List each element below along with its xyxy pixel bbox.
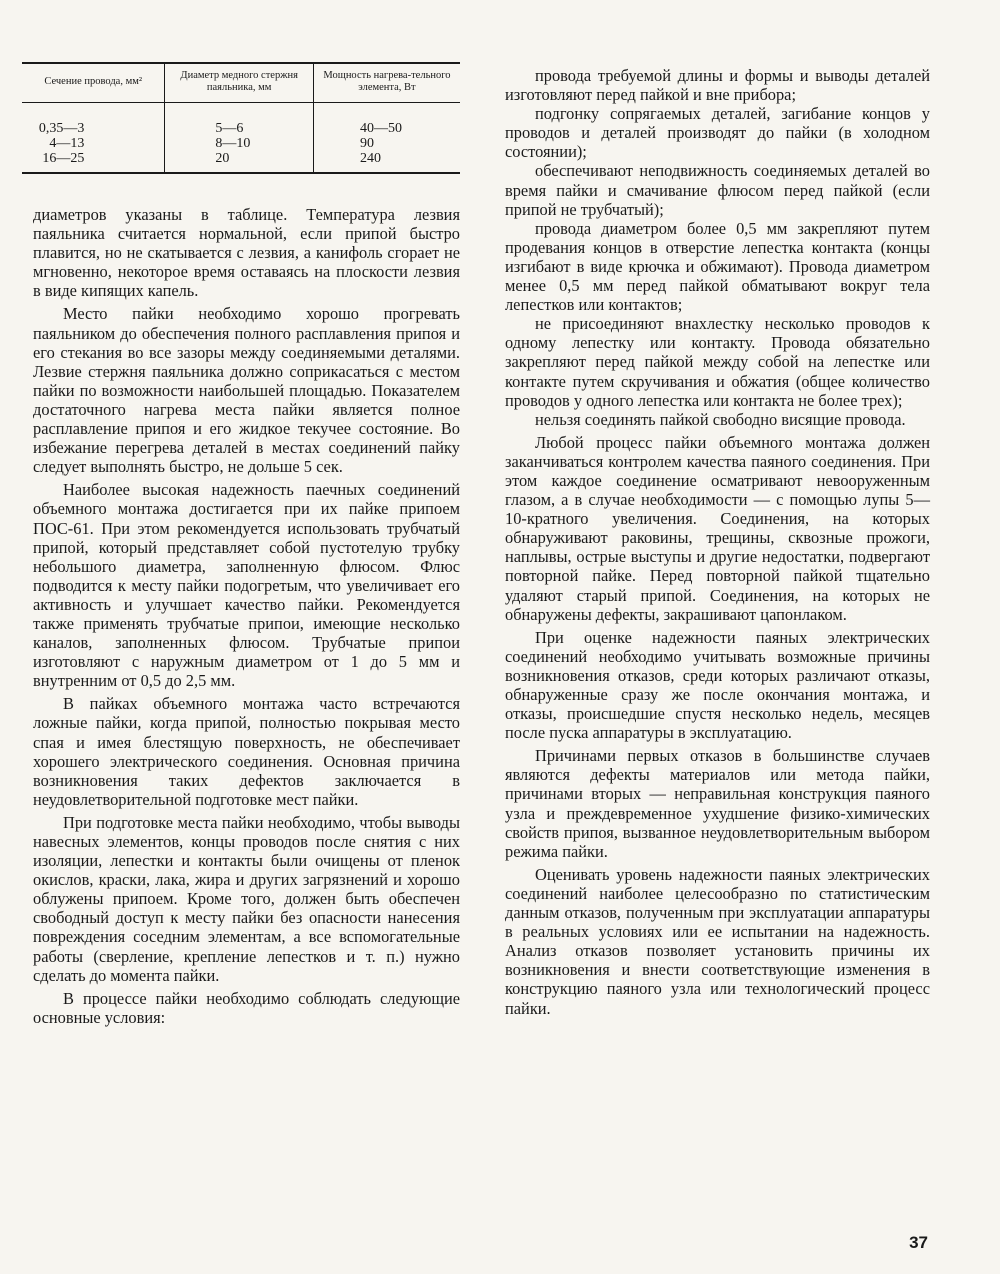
paragraph: Любой процесс пайки объемного монтажа должен заканчиваться контролем качества паяного соединения. При этом каждое соединение осматривают невооруженным глазом, а в случае необходимости — с помощью лупы 5—10-кратного увеличения. Соединения, на которых обнаруживают раковины, трещины, сквозные прожоги, наплывы, острые выступы и другие недостатки, подвергают повторной пайке. Перед повторной пайкой тщательно удаляют старый припой. Соединения, на которых не обнаружены дефекты, закрашивают цапонлаком. — [505, 432, 930, 624]
table-header-row — [22, 63, 460, 103]
table-cell: 240 — [313, 151, 460, 173]
table-cell: 4—13 — [49, 136, 85, 151]
soldering-iron-table — [22, 62, 460, 174]
list-item: не присоединяют внахлестку несколько проводов к одному лепестку или контакту. Провода обязательно закрепляют перед пайкой между собой на лепестке или контакте путем скручивания и обжатия (общее количество проводов у одного лепестка или контакта не более трех); — [505, 314, 930, 410]
table-cell: 8—10 — [165, 136, 314, 151]
page-number: 37 — [909, 1233, 928, 1252]
left-column — [33, 205, 460, 1027]
table-row — [22, 151, 460, 173]
paragraph: Оценивать уровень надежности паяных электрических соединений наиболее целесообразно по статистическим данным отказов, полученным при эксплуатации аппаратуры в реальных условиях или ее испытании на надежность. Анализ отказов позволяет установить причины их возникновения и внести соответствующие изменения в конструкцию паяного узла или технологический процесс пайки. — [505, 864, 930, 1018]
paragraph: Наиболее высокая надежность паечных соединений объемного монтажа достигается при их пайке припоем ПОС-61. При этом рекомендуется использовать трубчатый припой, который представляет собой пустотелую трубку небольшого диаметра, заполненную флюсом. Флюс подводится к месту пайки подогретым, что увеличивает его активность и улучшает качество пайки. Рекомендуется также применять трубчатые припои, имеющие несколько каналов, заполненных флюсом. Трубчатые припои изготовляют с наружным диаметром от 1 до 5 мм и внутренним от 0,5 до 2,5 мм. — [33, 480, 460, 691]
list-item: подгонку сопрягаемых деталей, загибание концов у проводов и деталей производят до пайки (в холодном состоянии); — [505, 104, 930, 162]
table-cell: 16—25 — [22, 151, 165, 173]
table-row — [22, 103, 460, 137]
table-header-cell: Мощность нагрева-тельного элемента, Вт — [313, 63, 460, 103]
paragraph: диаметров указаны в таблице. Температура лезвия паяльника считается нормальной, если припой быстро плавится, но не скатывается с лезвия, а канифоль сгорает не мгновенно, некоторое время оставаясь на плоскости лезвия в виде кипящих капель. — [33, 205, 460, 301]
table-cell: 40—50 — [313, 103, 460, 137]
table-cell: 0,35—3 — [38, 121, 85, 136]
table-header-cell: Сечение провода, мм² — [22, 63, 165, 103]
table-row — [22, 136, 460, 151]
paragraph: В процессе пайки необходимо соблюдать следующие основные условия: — [33, 988, 460, 1027]
table-cell: 5—6 — [165, 103, 314, 137]
paragraph: Причинами первых отказов в большинстве случаев являются дефекты материалов или метода пайки, причинами вторых — неправильная конструкция паяного узла и преждевременное ухудшение физико-химических свойств припоя, вызванное неудовлетворительным выбором режима пайки. — [505, 746, 930, 861]
table-cell: 20 — [165, 151, 314, 173]
paragraph: В пайках объемного монтажа часто встречаются ложные пайки, когда припой, полностью покрывая место спая и имея блестящую поверхность, не обеспечивает хорошего электрического соединения. Основная причина возникновения таких дефектов заключается в неудовлетворительной подготовке мест пайки. — [33, 694, 460, 809]
list-item: нельзя соединять пайкой свободно висящие провода. — [535, 409, 906, 429]
paragraph: Место пайки необходимо хорошо прогревать паяльником до обеспечения полного расплавления припоя и его стекания во все зазоры между соединяемыми деталями. Лезвие стержня паяльника должно соприкасаться с местом пайки по возможности наибольшей площадью. Показателем достаточного нагрева места пайки является полное расплавление припоя и его жидкое текучее состояние. Во избежание перегрева деталей в местах соединений пайку следует выполнять быстро, не дольше 5 сек. — [33, 304, 460, 477]
paragraph: При подготовке места пайки необходимо, чтобы выводы навесных элементов, концы проводов после снятия с них изоляции, лепестки и контакты были очищены от пленок окислов, краски, лака, жира и других загрязнений и хорошо облужены припоем. Кроме того, должен быть обеспечен свободный доступ к месту пайки без опасности нанесения повреждения соседним элементам, а все вспомогательные работы (сверление, крепление лепестков и т. п.) нужно сделать до момента пайки. — [33, 812, 460, 985]
list-item: провода диаметром более 0,5 мм закрепляют путем продевания концов в отверстие лепестка контакта (концы изгибают в виде крючка и обжимают). Провода диаметром менее 0,5 мм перед пайкой обматывают вокруг тела лепестков или контактов; — [505, 218, 930, 315]
list-item: обеспечивают неподвижность соединяемых деталей во время пайки и смачивание флюсом перед пайкой (если припой не трубчатый); — [505, 161, 930, 219]
table-header-cell: Диаметр медного стержня паяльника, мм — [165, 63, 314, 103]
paragraph: При оценке надежности паяных электрических соединений необходимо учитывать возможные причины возникновения отказов, среди которых различают отказы, обнаруженные сразу же после окончания монтажа, и отказы, происшедшие спустя несколько недель, месяцев после пуска аппаратуры в эксплуатацию. — [505, 627, 930, 743]
right-column — [505, 66, 930, 1018]
spec-table — [22, 62, 460, 174]
list-item: провода требуемой длины и формы и выводы деталей изготовляют перед пайкой и вне прибора; — [505, 66, 930, 105]
table-cell: 90 — [313, 136, 460, 151]
